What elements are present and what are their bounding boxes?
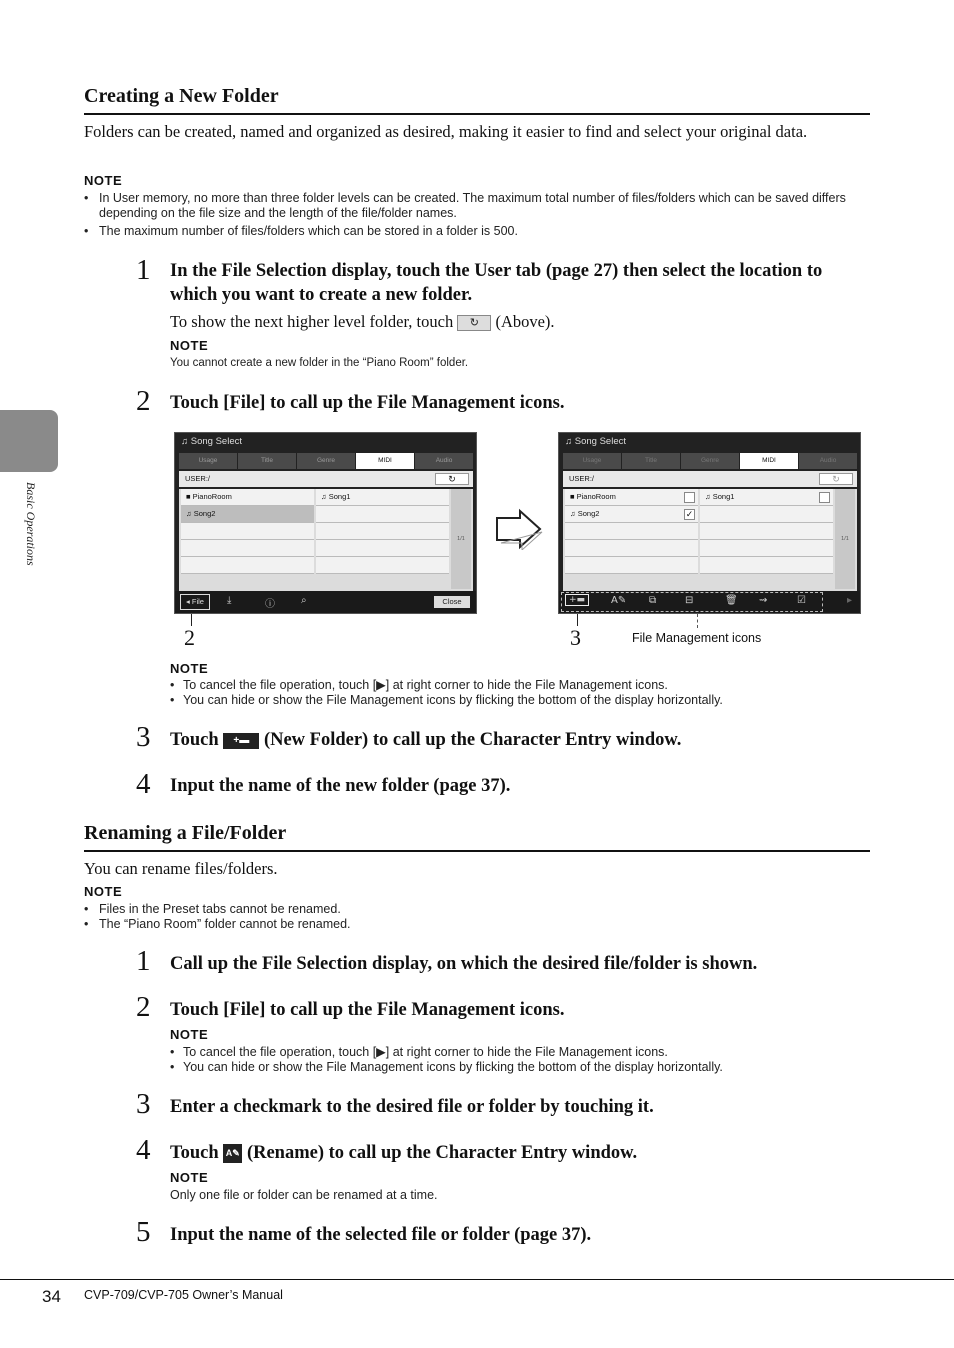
above-icon: ↻ [457, 315, 491, 331]
step-number: 1 [136, 254, 151, 286]
step-text: Input the name of the selected file or folder (page 37). [170, 1225, 592, 1245]
section-intro: You can rename files/folders. [84, 859, 278, 878]
list-item-empty [316, 557, 449, 574]
bottom-toolbar [175, 591, 476, 613]
page-indicator: 1/1 [835, 489, 855, 589]
step-number: 3 [136, 721, 151, 753]
callout-number: 2 [184, 625, 195, 650]
list-item-empty [316, 506, 449, 523]
save-icon[interactable]: ⤓ [227, 595, 232, 606]
list-item[interactable]: ♫ Song2 ✓ [565, 506, 698, 523]
step-number: 2 [136, 385, 151, 417]
cut-icon[interactable]: ⊟ [685, 595, 694, 606]
file-management-icons-caption: File Management icons [632, 631, 762, 645]
list-item-empty [700, 540, 833, 557]
bullet-dot: • [170, 1060, 175, 1074]
new-folder-icon[interactable]: +▬ [565, 594, 589, 606]
note-label: NOTE [170, 1170, 209, 1185]
step-text: Touch A✎ (Rename) to call up the Character Entry window. [170, 1143, 638, 1163]
section-intro: Folders can be created, named and organized as desired, making it easier to find and select your original data. [84, 122, 808, 141]
step-text: Touch +▬ (New Folder) to call up the Character Entry window. [170, 730, 682, 750]
tab-audio[interactable]: Audio [415, 453, 473, 469]
bullet-dot: • [84, 902, 89, 916]
screen-title: ♫ Song Select [181, 436, 242, 447]
screen-before [174, 432, 477, 614]
path-text: USER:/ [569, 474, 595, 483]
arrow-right-icon [494, 508, 544, 550]
list-item[interactable]: ♫ Song1 [316, 489, 449, 506]
step-subtext-after: (Above). [495, 312, 555, 331]
tab-usage[interactable]: Usage [179, 453, 237, 469]
list-item[interactable]: ■ PianoRoom [181, 489, 314, 506]
section-rule [84, 113, 870, 115]
bullet-dot: • [170, 693, 175, 707]
bullet-dot: • [170, 1045, 175, 1059]
rename-icon: A✎ [223, 1144, 242, 1163]
tab-row [563, 453, 857, 469]
step-number: 3 [136, 1088, 151, 1120]
page-number: 34 [42, 1287, 61, 1306]
note-item: The maximum number of files/folders which can be stored in a folder is 500. [99, 224, 518, 238]
note-item: To cancel the file operation, touch [▶] at right corner to hide the File Management icons. [183, 1045, 668, 1059]
copy-icon[interactable]: ⧉ [649, 595, 657, 606]
path-text: USER:/ [185, 474, 211, 483]
close-button[interactable]: Close [434, 596, 470, 608]
step-text: Enter a checkmark to the desired file or folder by touching it. [170, 1097, 654, 1117]
step-number: 4 [136, 1134, 151, 1166]
section-rule [84, 850, 870, 852]
callout-number: 3 [570, 625, 581, 650]
above-button[interactable]: ↻ [819, 473, 853, 485]
callout-dashed-line [697, 614, 698, 628]
chapter-tab [0, 410, 58, 472]
list-item-empty [700, 523, 833, 540]
list-item-empty [700, 506, 833, 523]
note-label: NOTE [170, 1027, 209, 1042]
note-label: NOTE [170, 661, 209, 676]
tab-midi[interactable]: MIDI [356, 453, 414, 469]
note-label: NOTE [84, 884, 123, 899]
move-icon[interactable]: ⇝ [759, 595, 768, 606]
note-item: The “Piano Room” folder cannot be renamed. [99, 917, 351, 931]
tab-genre[interactable]: Genre [297, 453, 355, 469]
step-number: 2 [136, 991, 151, 1023]
screen-title: ♫ Song Select [565, 436, 626, 447]
list-item-empty [181, 523, 314, 540]
bullet-dot: • [84, 917, 89, 931]
list-item[interactable]: ■ PianoRoom [565, 489, 698, 506]
list-item[interactable]: ♫ Song2 [181, 506, 314, 523]
tab-usage[interactable]: Usage [563, 453, 621, 469]
checkbox-checked[interactable]: ✓ [685, 509, 694, 519]
tab-title[interactable]: Title [238, 453, 296, 469]
note-item: Only one file or folder can be renamed at a time. [170, 1188, 438, 1202]
step-text: Call up the File Selection display, on which the desired file/folder is shown. [170, 954, 758, 974]
note-item: You can hide or show the File Management icons by flicking the bottom of the display horizontally. [183, 1060, 723, 1074]
file-list [563, 489, 857, 591]
list-item-empty [565, 523, 698, 540]
tab-genre[interactable]: Genre [681, 453, 739, 469]
list-item-empty [181, 557, 314, 574]
path-bar [563, 471, 857, 487]
step-text: Touch [File] to call up the File Management icons. [170, 393, 565, 413]
step-number: 4 [136, 768, 151, 800]
tab-row [179, 453, 473, 469]
footer-rule [0, 1279, 954, 1280]
select-all-icon[interactable]: ☑ [797, 595, 806, 606]
file-list [179, 489, 473, 591]
info-icon[interactable]: ⓘ [265, 599, 275, 610]
step-text: In the File Selection display, touch the User tab (page 27) then select the location to which you want to create a new folder. [170, 261, 823, 305]
note-label: NOTE [170, 338, 209, 353]
rename-icon[interactable]: A✎ [611, 595, 627, 606]
bullet-dot: • [84, 191, 89, 205]
list-item-empty [700, 557, 833, 574]
checkbox[interactable] [684, 492, 695, 503]
list-item-empty [181, 540, 314, 557]
note-item: Files in the Preset tabs cannot be renamed. [99, 902, 341, 916]
list-item-empty [316, 540, 449, 557]
tab-audio[interactable]: Audio [799, 453, 857, 469]
list-item[interactable]: ♫ Song1 [700, 489, 833, 506]
bullet-dot: • [84, 224, 89, 238]
bullet-dot: • [170, 678, 175, 692]
note-label: NOTE [84, 173, 123, 188]
list-item-empty [565, 540, 698, 557]
step-number: 1 [136, 945, 151, 977]
search-icon[interactable]: ⌕ [301, 595, 307, 606]
note-item: You can hide or show the File Management icons by flicking the bottom of the display horizontally. [183, 693, 723, 707]
above-button[interactable]: ↻ [435, 473, 469, 485]
delete-icon[interactable]: 🗑 [725, 595, 738, 606]
step-subtext-before: To show the next higher level folder, touch [170, 312, 454, 331]
step-text: Touch [File] to call up the File Management icons. [170, 1000, 565, 1020]
note-item: In User memory, no more than three folder levels can be created. The maximum total number of files/folders which can be saved differs depending on the file size and the length of the file/folder names. [99, 191, 846, 220]
note-item: You cannot create a new folder in the “Piano Room” folder. [170, 357, 469, 369]
section-title-create-folder: Creating a New Folder [84, 85, 279, 107]
step-number: 5 [136, 1216, 151, 1248]
file-button[interactable]: ◂ File [180, 594, 210, 610]
page-indicator: 1/1 [451, 489, 471, 589]
file-management-toolbar [559, 591, 860, 613]
step-text: Input the name of the new folder (page 37). [170, 776, 511, 796]
hide-icons-icon[interactable]: ▸ [847, 595, 853, 606]
new-folder-icon: +▬ [223, 733, 259, 749]
tab-midi[interactable]: MIDI [740, 453, 798, 469]
list-item-empty [316, 523, 449, 540]
chapter-label: Basic Operations [24, 482, 38, 566]
tab-title[interactable]: Title [622, 453, 680, 469]
screen-after [558, 432, 861, 614]
checkbox[interactable] [819, 492, 830, 503]
step-subtext [170, 312, 555, 332]
manual-title: CVP-709/CVP-705 Owner’s Manual [84, 1288, 283, 1302]
list-item-empty [565, 557, 698, 574]
path-bar [179, 471, 473, 487]
note-item: To cancel the file operation, touch [▶] at right corner to hide the File Management icons. [183, 678, 668, 692]
section-title-rename: Renaming a File/Folder [84, 822, 287, 844]
